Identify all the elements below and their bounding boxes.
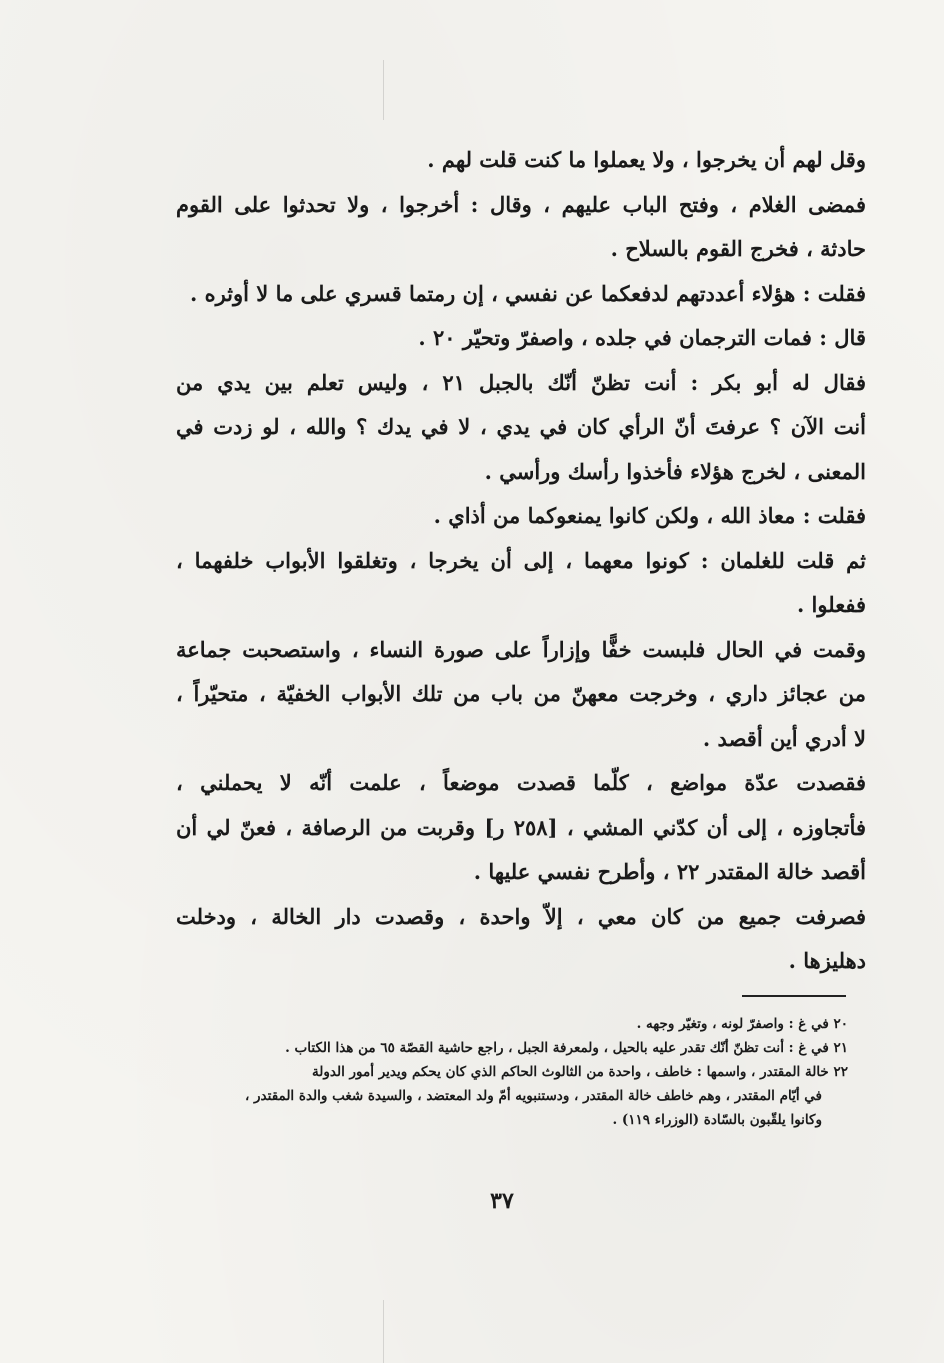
text-line: فقلت : هؤلاء أعددتهم لدفعكما عن نفسي ، إن رمتما قسري على ما لا أوثره . (189, 280, 866, 306)
text-line: فقال له أبو بكر : أنت تظنّ أنّك بالجبل ٢١ ، وليس تعلم بين يدي من (176, 369, 866, 395)
main-text (176, 138, 866, 984)
text-line: فصرفت جميع من كان معي ، إلاّ واحدة ، وقصدت دار الخالة ، ودخلت (176, 903, 866, 929)
text-line: وقل لهم أن يخرجوا ، ولا يعملوا ما كنت قلت لهم . (427, 147, 866, 172)
text-line: من عجائز داري ، وخرجت معهنّ من باب من تلك الأبواب الخفيّة ، متحيّراً ، (176, 681, 866, 706)
footnote-line: ٢٠ في غ : واصفرّ لونه ، وتغيّر وجهه . (636, 1016, 848, 1032)
text-line: حادثة ، فخرج القوم بالسلاح . (610, 236, 866, 261)
text-line: فمضى الغلام ، وفتح الباب عليهم ، وقال : أخرجوا ، ولا تحدثوا على القوم (176, 191, 866, 217)
footnote-line: ٢٢ خالة المقتدر ، واسمها : خاطف ، واحدة من الثالوث الحاكم الذي كان يحكم ويدير أمور الدولة (312, 1064, 848, 1080)
text-line: فأتجاوزه ، إلى أن كدّني المشي ، [٢٥٨ ر] وقربت من الرصافة ، فعنّ لي أن (176, 814, 866, 840)
text-line: قال : فمات الترجمان في جلده ، واصفرّ وتحيّر ٢٠ . (418, 325, 866, 350)
text-line: فقلت : معاذ الله ، ولكن كانوا يمنعوكما من أذاي . (433, 503, 866, 528)
text-line: ثم قلت للغلمان : كونوا معهما ، إلى أن يخرجا ، وتغلقوا الأبواب خلفهما ، (176, 547, 866, 573)
text-line: أنت الآن ؟ عرفتَ أنّ الرأي كان في يدي ، لا في يدك ؟ والله ، لو زدت في (176, 414, 866, 439)
page-fold-mark (383, 1300, 384, 1363)
footnote-separator (742, 995, 846, 997)
text-line: المعنى ، لخرج هؤلاء فأخذوا رأسك ورأسي . (484, 458, 866, 484)
page-number: ٣٧ (490, 1188, 514, 1214)
footnote-line: في أيّام المقتدر ، وهم خاطف خالة المقتدر ، ودستنبويه أمّ ولد المعتضد ، والسيدة شغب والدة المقتدر ، (244, 1088, 822, 1104)
text-line: أقصد خالة المقتدر ٢٢ ، وأطرح نفسي عليها . (473, 859, 866, 884)
page-fold-mark (383, 60, 384, 120)
footnote-line: وكانوا يلقّبون بالسّادة (الوزراء ١١٩) . (612, 1112, 822, 1128)
text-line: دهليزها . (788, 948, 866, 973)
text-line: وقمت في الحال فلبست خفًّا وإزاراً على صورة النساء ، واستصحبت جماعة (176, 636, 866, 662)
footnotes (158, 1012, 848, 1132)
text-line: فقصدت عدّة مواضع ، كلّما قصدت موضعاً ، علمت أنّه لا يحملني ، (176, 770, 866, 795)
text-line: لا أدري أين أقصد . (702, 725, 866, 751)
footnote-line: ٢١ في غ : أنت تظنّ أنّك تقدر عليه بالحيل ، ولمعرفة الجبل ، راجع حاشية القصّة ٦٥ من هذا الكتاب . (285, 1040, 848, 1056)
text-line: ففعلوا . (796, 592, 866, 617)
